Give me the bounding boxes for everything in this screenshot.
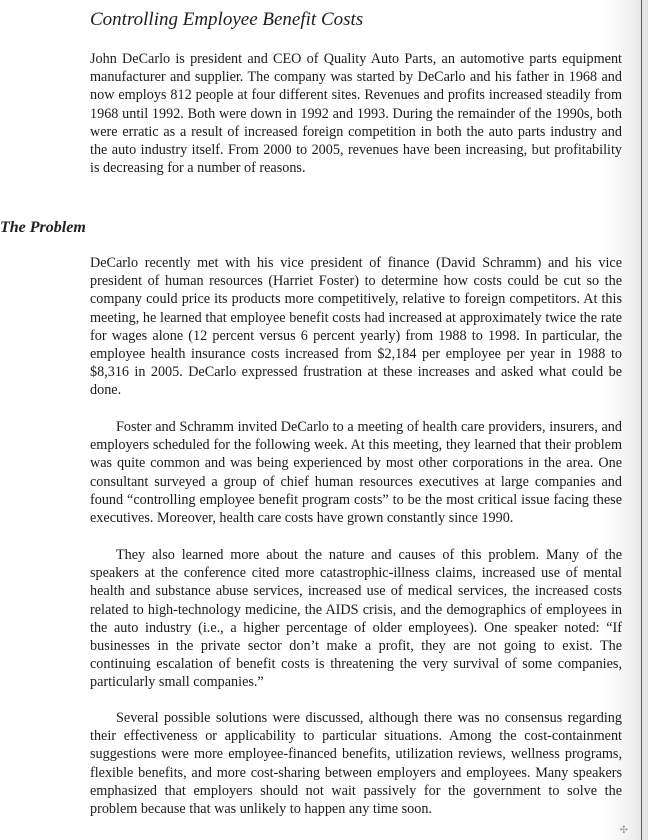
document-title: Controlling Employee Benefit Costs	[90, 9, 364, 30]
problem-paragraph-3: They also learned more about the nature and causes of this problem. Many of the speakers at the conference cited more catastrophic-illness claims, increased use of mental health and substance abuse services, increased use of medical services, the increased costs related to high-technology medicine, the AIDS crisis, and the demographics of employees in the auto industry (i.e., a higher percentage of older employees). One speaker noted: “If businesses in the private sector don’t make a profit, they are not going to exist. The continuing escalation of benefit costs is threatening the very survival of some companies, particularly small companies.”	[90, 547, 622, 691]
corner-mark-icon: ✣	[619, 825, 628, 836]
section-heading: The Problem	[0, 219, 86, 236]
problem-paragraph-1: DeCarlo recently met with his vice president of finance (David Schramm) and his vice president of human resources (Harriet Foster) to determine how costs could be cut so the company could price its products more competitively, relative to foreign competitors. At this meeting, he learned that employee benefit costs had increased at approximately twice the rate for wages alone (12 percent versus 6 percent yearly) from 1988 to 1998. In particular, the employee health insurance costs increased from $2,184 per employee per year in 1988 to $8,316 in 2005. DeCarlo expressed frustration at these increases and asked what could be done.	[90, 255, 622, 399]
page-edge-line	[641, 0, 642, 840]
intro-paragraph: John DeCarlo is president and CEO of Quality Auto Parts, an automotive parts equipment manufacturer and supplier. The company was started by DeCarlo and his father in 1968 and now employs 812 people at four different sites. Revenues and profits increased steadily from 1968 until 1992. Both were down in 1992 and 1993. During the remainder of the 1990s, both were erratic as a result of increased foreign competition in both the auto parts industry and the auto industry itself. From 2000 to 2005, revenues have been increasing, but profitability is decreasing for a number of reasons.	[90, 51, 622, 177]
problem-paragraph-4: Several possible solutions were discussed, although there was no consensus regarding their effectiveness or applicability to particular situations. Among the cost-containment suggestions were more employee-financed benefits, utilization reviews, wellness programs, flexible benefits, and more cost-sharing between employers and employees. Many speakers emphasized that employers should not wait passively for the government to solve the problem because that was unlikely to happen any time soon.	[90, 710, 622, 818]
problem-paragraph-2: Foster and Schramm invited DeCarlo to a meeting of health care providers, insurers, and employers scheduled for the following week. At this meeting, they learned that their problem was quite common and was being experienced by most other corporations in the area. One consultant surveyed a group of chief human resources executives at large companies and found “controlling employee benefit program costs” to be the most critical issue facing these executives. Moreover, health care costs have grown constantly since 1990.	[90, 419, 622, 527]
